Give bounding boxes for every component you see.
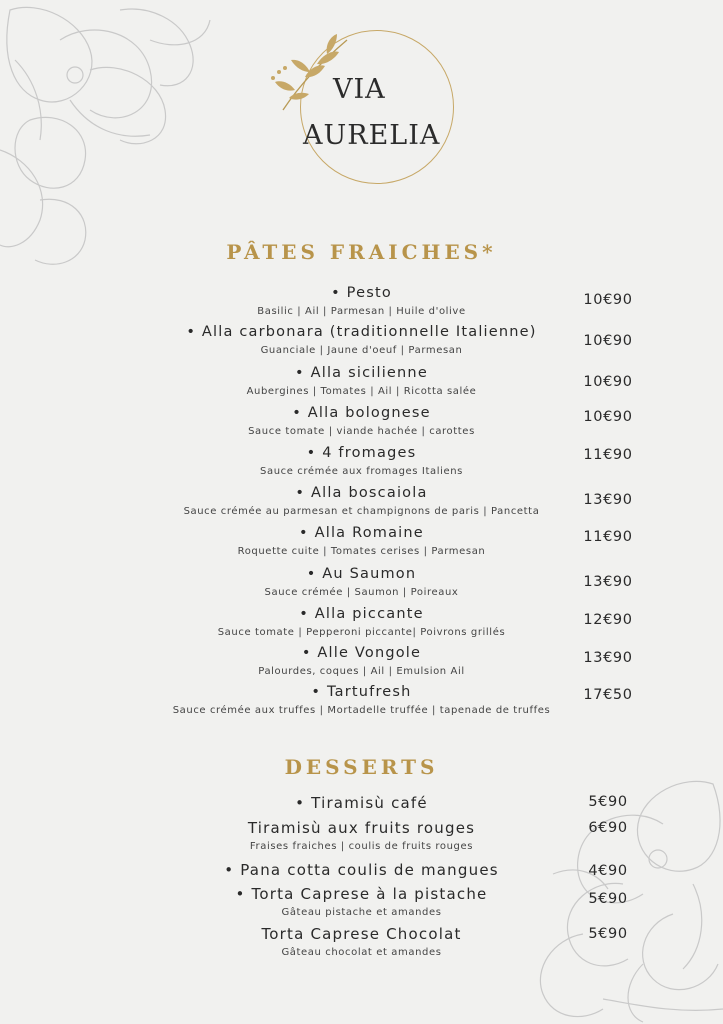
item-name: • 4 fromages [306, 445, 417, 461]
item-description: Sauce crémée aux fromages Italiens [260, 466, 463, 477]
item-name: • Torta Caprese à la pistache [235, 885, 488, 903]
item-price: 17€50 [583, 687, 633, 703]
item-description: Sauce crémée aux truffes | Mortadelle truffée | tapenade de truffes [172, 705, 551, 716]
item-name: • Alle Vongole [301, 645, 422, 661]
item-name: • Tartufresh [311, 684, 412, 700]
item-description: Sauce crémée | Saumon | Poireaux [264, 587, 459, 598]
item-price: 10€90 [583, 374, 633, 390]
item-description: Sauce crémée au parmesan et champignons de paris | Pancetta [183, 506, 540, 517]
item-price: 11€90 [583, 447, 633, 463]
item-name: • Alla Romaine [299, 525, 424, 541]
restaurant-logo [265, 30, 465, 200]
item-name: • Au Saumon [306, 566, 417, 582]
item-price: 13€90 [583, 574, 633, 590]
item-name: • Pesto [331, 285, 392, 301]
item-description: Gâteau chocolat et amandes [281, 947, 442, 958]
item-name: • Alla boscaiola [295, 485, 428, 501]
item-price: 10€90 [583, 333, 633, 349]
item-price: 10€90 [583, 292, 633, 308]
item-name: • Alla sicilienne [295, 365, 428, 381]
item-price: 13€90 [583, 650, 633, 666]
item-price: 10€90 [583, 409, 633, 425]
item-price: 11€90 [583, 529, 633, 545]
item-price: 4€90 [588, 863, 628, 879]
item-description: Sauce tomate | viande hachée | carottes [248, 426, 475, 437]
floral-decoration-top-left [0, 0, 215, 280]
item-description: Gâteau pistache et amandes [281, 907, 442, 918]
item-description: Fraises fraiches | coulis de fruits rouges [249, 841, 474, 852]
item-price: 5€90 [588, 794, 628, 810]
item-description: Sauce tomate | Pepperoni piccante| Poivrons grillés [217, 627, 506, 638]
item-price: 5€90 [588, 926, 628, 942]
item-name: • Pana cotta coulis de mangues [224, 861, 499, 879]
item-price: 12€90 [583, 612, 633, 628]
section-title-desserts: DESSERTS [284, 755, 439, 779]
item-name: Tiramisù aux fruits rouges [247, 819, 476, 837]
item-description: Aubergines | Tomates | Ail | Ricotta salée [246, 386, 477, 397]
item-name: • Alla carbonara (traditionnelle Italienne) [186, 324, 537, 340]
logo-text-via: VIA [333, 74, 386, 105]
section-title-pates: PÂTES FRAICHES* [226, 240, 497, 264]
item-description: Roquette cuite | Tomates cerises | Parmesan [237, 546, 486, 557]
item-name: Torta Caprese Chocolat [261, 925, 462, 943]
item-name: • Alla piccante [299, 606, 424, 622]
logo-text-aurelia: AURELIA [303, 120, 441, 151]
item-name: • Tiramisù café [295, 794, 428, 812]
item-price: 13€90 [583, 492, 633, 508]
item-description: Palourdes, coques | Ail | Emulsion Ail [258, 666, 465, 677]
item-description: Basilic | Ail | Parmesan | Huile d'olive [257, 306, 466, 317]
item-price: 6€90 [588, 820, 628, 836]
item-description: Guanciale | Jaune d'oeuf | Parmesan [260, 345, 463, 356]
item-price: 5€90 [588, 891, 628, 907]
item-name: • Alla bolognese [292, 405, 431, 421]
